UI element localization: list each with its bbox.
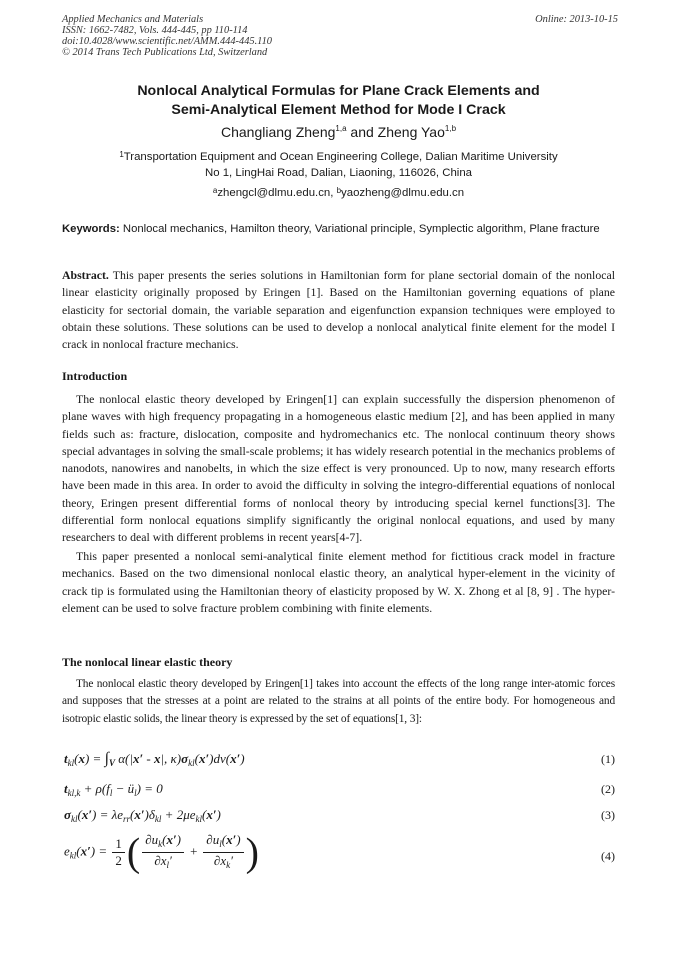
affiliation-number: 1 [119,150,124,159]
email-a[interactable]: zhengcl@dlmu.edu.cn [217,187,331,199]
affiliation-line-2: No 1, LingHai Road, Dalian, Liaoning, 116026, China [204,166,473,179]
email-b-marker: b [336,186,342,195]
doi-line: doi:10.4028/www.scientific.net/AMM.444-445.110 [62,36,272,47]
issn-line: ISSN: 1662-7482, Vols. 444-445, pp 110-114 [62,25,248,36]
equation-1-expression: $t_{kl}(x) = \int_V$ α(|x′ - x|, $\kappa)\sigma_{kl}(x')dv(x')$ [64,750,245,768]
author-conjunction: and [346,124,378,140]
journal-header [62,14,618,58]
equation-3 [62,805,615,829]
abstract-text: This paper presents the series solutions in Hamiltonian form for plane sectorial domain of the nonlocal linear elasticity originally proposed by Eringen [1]. Based on the Hamiltonian governing equations of plane elasticity for sectorial domain, the variable separation and eigenfunction expansion techniques were employed to obtain these solutions. These solutions can be used to develop a nonlocal analytical finite element for the model I crack in nonlocal fracture mechanics. [62,268,615,352]
paper-title [62,82,615,120]
equation-2 [62,779,615,803]
title-line-2: Semi-Analytical Element Method for Mode I Crack [171,102,506,118]
keywords-text: Nonlocal mechanics, Hamilton theory, Variational principle, Symplectic algorithm, Plane fracture [119,223,600,235]
theory-heading: The nonlocal linear elastic theory [62,655,233,669]
affiliation [62,150,615,181]
keywords-label: Keywords: [62,223,120,235]
abstract-label: Abstract. [62,268,109,282]
equation-1-number: (1) [601,752,615,766]
theory-paragraph: The nonlocal elastic theory developed by Eringen[1] takes into account the effects of the long range inter-atomic forces and supposes that the stresses at a point are related to the strains at all points of the entire body. For homogeneous and isotropic elastic solids, the linear theory is expressed by the set of equations[1, 3]: [62,678,615,725]
affiliation-line-1: Transportation Equipment and Ocean Engineering College, Dalian Maritime University [123,151,558,163]
author-1: Changliang Zheng [220,124,336,140]
author-2-affil: 1,b [444,124,457,133]
introduction-heading: Introduction [62,369,128,383]
email-a-marker: a [212,186,218,195]
equation-2-number: (2) [601,782,615,796]
author-2: Zheng Yao [377,124,445,140]
equation-3-number: (3) [601,808,615,822]
journal-name: Applied Mechanics and Materials [62,14,204,25]
email-b[interactable]: yaozheng@dlmu.edu.cn [341,187,465,199]
equation-2-expression: $t_{kl,k} + \rho(f_l$ − $ü_l) = 0$ [64,781,163,798]
equation-4-number: (4) [601,849,615,863]
equation-4 [62,829,615,880]
equation-4-expression: $e_{kl}(x')$ = $\frac{1}{2}$ ( $\frac{\partial u_k(x')}{\partial x_l'}$ + $\frac{\partial u_l(x')}{\partial x_k'}$ ) [64,829,259,875]
introduction-paragraph-1: The nonlocal elastic theory developed by Eringen[1] can explain successfully the dispersion phenomenon of plane waves with high frequency propagating in a homogeneous elastic medium [2], and has been applied in many fields such as: fracture, dislocation, composite and hydromechanics etc. The nonlocal continuum theory shows special advantages in solving the small-scale problems; it has widely research potential in the mechanics problems of nanodots, nanowires and nanobelts, in which the size effect is very pronounced. Up to now, many research efforts have been made in this area. In order to avoid the difficulty in solving the integro-differential equations of nonlocal theory, Eringen present differential forms of nonlocal theory by introducing special kernel functions[3]. The differential form nonlocal equations simplify significantly the original nonlocal equations, and used by many researchers to deal with different problems in recent years[4-7]. [62,392,615,545]
author-1-affil: 1,a [335,124,347,133]
title-line-1: Nonlocal Analytical Formulas for Plane Crack Elements and [137,83,540,99]
keywords [62,222,615,238]
author-list [62,123,615,141]
author-emails [62,186,615,201]
equation-3-expression: $\sigma_{kl}(x') = \lambda e_{rr}(x')\delta_{kl} + 2\mu e_{kl}(x')$ [64,807,221,824]
introduction-paragraph-2: This paper presented a nonlocal semi-analytical finite element method for fictitious crack model in fracture mechanics. Based on the two dimensional nonlocal elastic theory, an analytical hyper-element in the vicinity of crack tip is formulated using the Hamiltonian theory of elasticity proposed by W. X. Zhong et al [8, 9] . The hyper-element can be used to solve fracture problem combining with finite elements. [62,549,615,615]
online-date: Online: 2013-10-15 [535,14,618,25]
copyright-line: © 2014 Trans Tech Publications Ltd, Switzerland [62,47,268,58]
abstract [62,267,615,353]
email-separator: , [330,187,337,199]
equation-1 [62,749,615,773]
